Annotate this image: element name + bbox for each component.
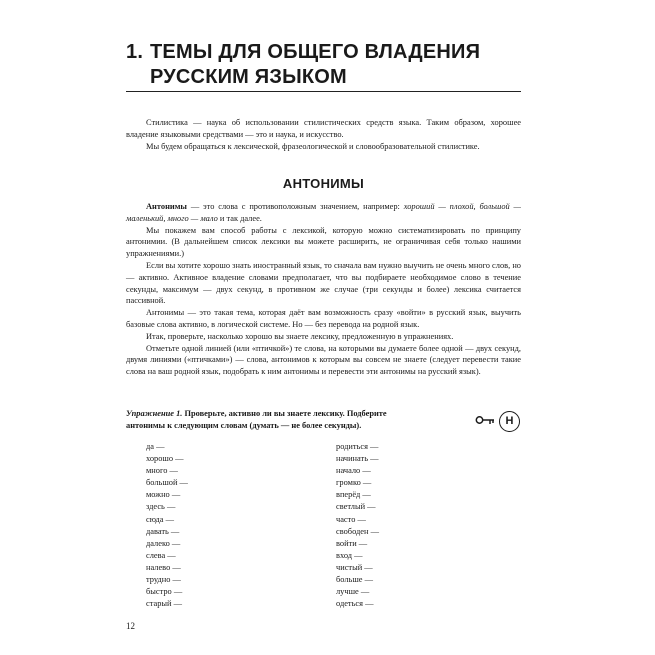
list-item: одеться — [336,599,374,609]
chapter-title-line2: РУССКИМ ЯЗЫКОМ [150,66,347,88]
exercise-icons [475,410,520,432]
list-item: много — [146,466,178,476]
definition-paragraph: Антонимы — это слова с противоположным значением, например: хороший — плохой, большой — маленький, много — мало и так далее. [126,202,522,223]
list-item: вперёд — [336,490,371,500]
exercise-heading [126,408,426,432]
term-antonyms: Антонимы [146,202,187,211]
list-item: далеко — [146,538,181,548]
list-item: слева — [146,550,176,560]
word-list-left [146,441,188,610]
intro-paragraph: Стилистика — наука об использовании стилистических средств языка. Таким образом, хорошее владение языковыми средствами — это и наука, и искусство. [126,118,521,139]
list-item: давать — [146,526,180,536]
list-item: войти — [336,538,368,548]
exercise-instruction: Проверьте, активно ли вы знаете лексику. Подберите антонимы к следующим словам (думать — не более секунды). [126,409,387,430]
intro-paragraph: Мы будем обращаться к лексической, фразеологической и словообразовательной стилистике. [146,141,480,151]
page-number: 12 [126,621,135,631]
list-item: можно — [146,490,181,500]
list-item: светлый — [336,502,376,512]
list-item: хорошо — [146,454,184,464]
chapter-title-line1: 1. ТЕМЫ ДЛЯ ОБЩЕГО ВЛАДЕНИЯ [126,41,481,63]
list-item: трудно — [146,575,181,585]
list-item: лучше — [336,587,370,597]
list-item: больше — [336,575,373,585]
section-title: АНТОНИМЫ [282,176,365,191]
body-paragraph: Отметьте одной линией (или «птичкой») те слова, на которыми вы думаете более одной — двух секунд, двумя линиями («птичками») — слова, антонимов к которым вы совсем не знаете (следует перевести такие слова на ваш родной язык, подобрать к ним антонимы и перевести эти антонимы на русский язык). [126,343,521,377]
list-item: быстро — [146,587,183,597]
intro-text [126,117,521,152]
list-item: начинать — [336,454,379,464]
key-icon [475,414,495,428]
body-paragraph: Антонимы — это такая тема, которая даёт вам возможность сразу «войти» в русский язык, выучить базовые слова активно, в логической системе. Но — без перевода на родной язык. [126,308,521,329]
list-item: большой — [146,478,188,488]
list-item: часто — [336,514,366,524]
word-list-right [336,441,379,610]
list-item: начало — [336,466,371,476]
list-item: да — [146,442,165,451]
title-divider [126,91,521,92]
list-item: сюда — [146,514,174,524]
section-body [126,201,521,378]
list-item: вход — [336,550,363,560]
list-item: чистый — [336,562,373,572]
examples-text: хороший — плохой, большой — маленький, много — мало [126,202,522,223]
list-item: громко — [336,478,372,488]
body-paragraph: Если вы хотите хорошо знать иностранный язык, то сначала вам нужно выучить не очень много слов, но — активно. Активное владение словами предполагает, что вы подбираете необходимое слово в течение секунды, максимум — двух секунд, в противном же случае (три секунды и более) лексика считается пассивной. [126,260,521,306]
list-item: старый — [146,599,182,609]
list-item: родиться — [336,442,379,451]
list-item: налево — [146,562,181,572]
level-badge: Н [499,411,520,432]
chapter-number: 1. [126,41,144,63]
chapter-title [126,40,526,90]
list-item: здесь — [146,502,176,512]
body-paragraph: Мы покажем вам способ работы с лексикой, которую можно систематизировать по принципу антонимии. (В дальнейшем список лексики вы можете расширить, не ограничивая себя только нашими упражнениями.) [126,225,521,259]
body-paragraph: Итак, проверьте, насколько хорошо вы знаете лексику, предложенную в упражнениях. [146,331,454,341]
list-item: свободен — [336,526,379,536]
exercise-label: Упражнение 1. [126,409,183,418]
